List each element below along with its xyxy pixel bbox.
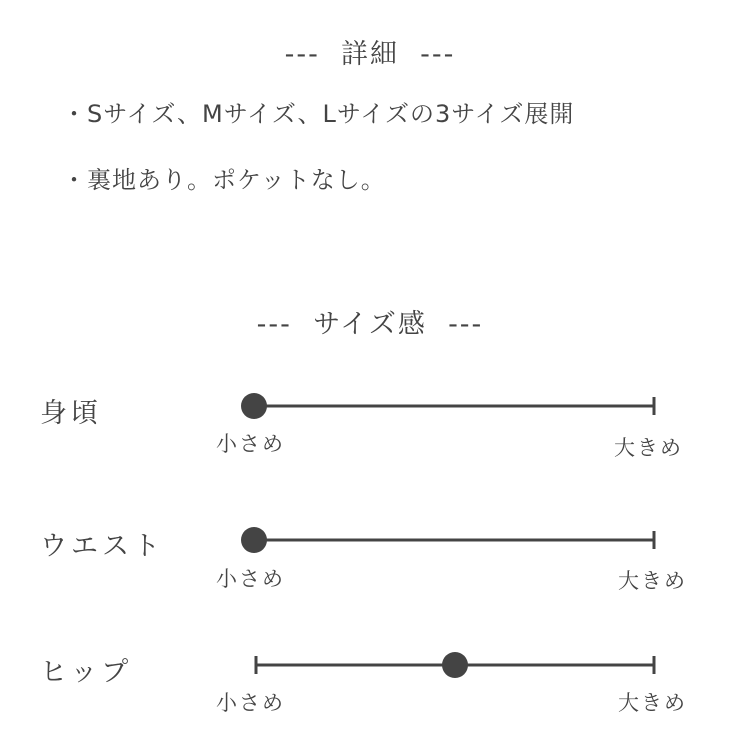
- row-label-hip: ヒップ: [40, 657, 133, 688]
- row-label-body: 身頃: [40, 398, 102, 429]
- scale-max-label: 大きめ: [618, 569, 687, 593]
- details-heading: --- 詳細 ---: [284, 39, 456, 70]
- scale-min-label: 小さめ: [216, 567, 285, 591]
- detail-bullet-lining: ・裏地あり。ポケットなし。: [62, 166, 386, 194]
- size-feel-heading: --- サイズ感 ---: [256, 309, 484, 340]
- scale-min-label: 小さめ: [216, 691, 285, 715]
- detail-bullet-sizes: ・Sサイズ、Mサイズ、Lサイズの3サイズ展開: [62, 100, 575, 128]
- row-label-waist: ウエスト: [40, 531, 164, 562]
- scale-max-label: 大きめ: [614, 436, 683, 460]
- scale-marker: [442, 652, 468, 678]
- scale-max-label: 大きめ: [618, 691, 687, 715]
- scale-min-label: 小さめ: [216, 432, 285, 456]
